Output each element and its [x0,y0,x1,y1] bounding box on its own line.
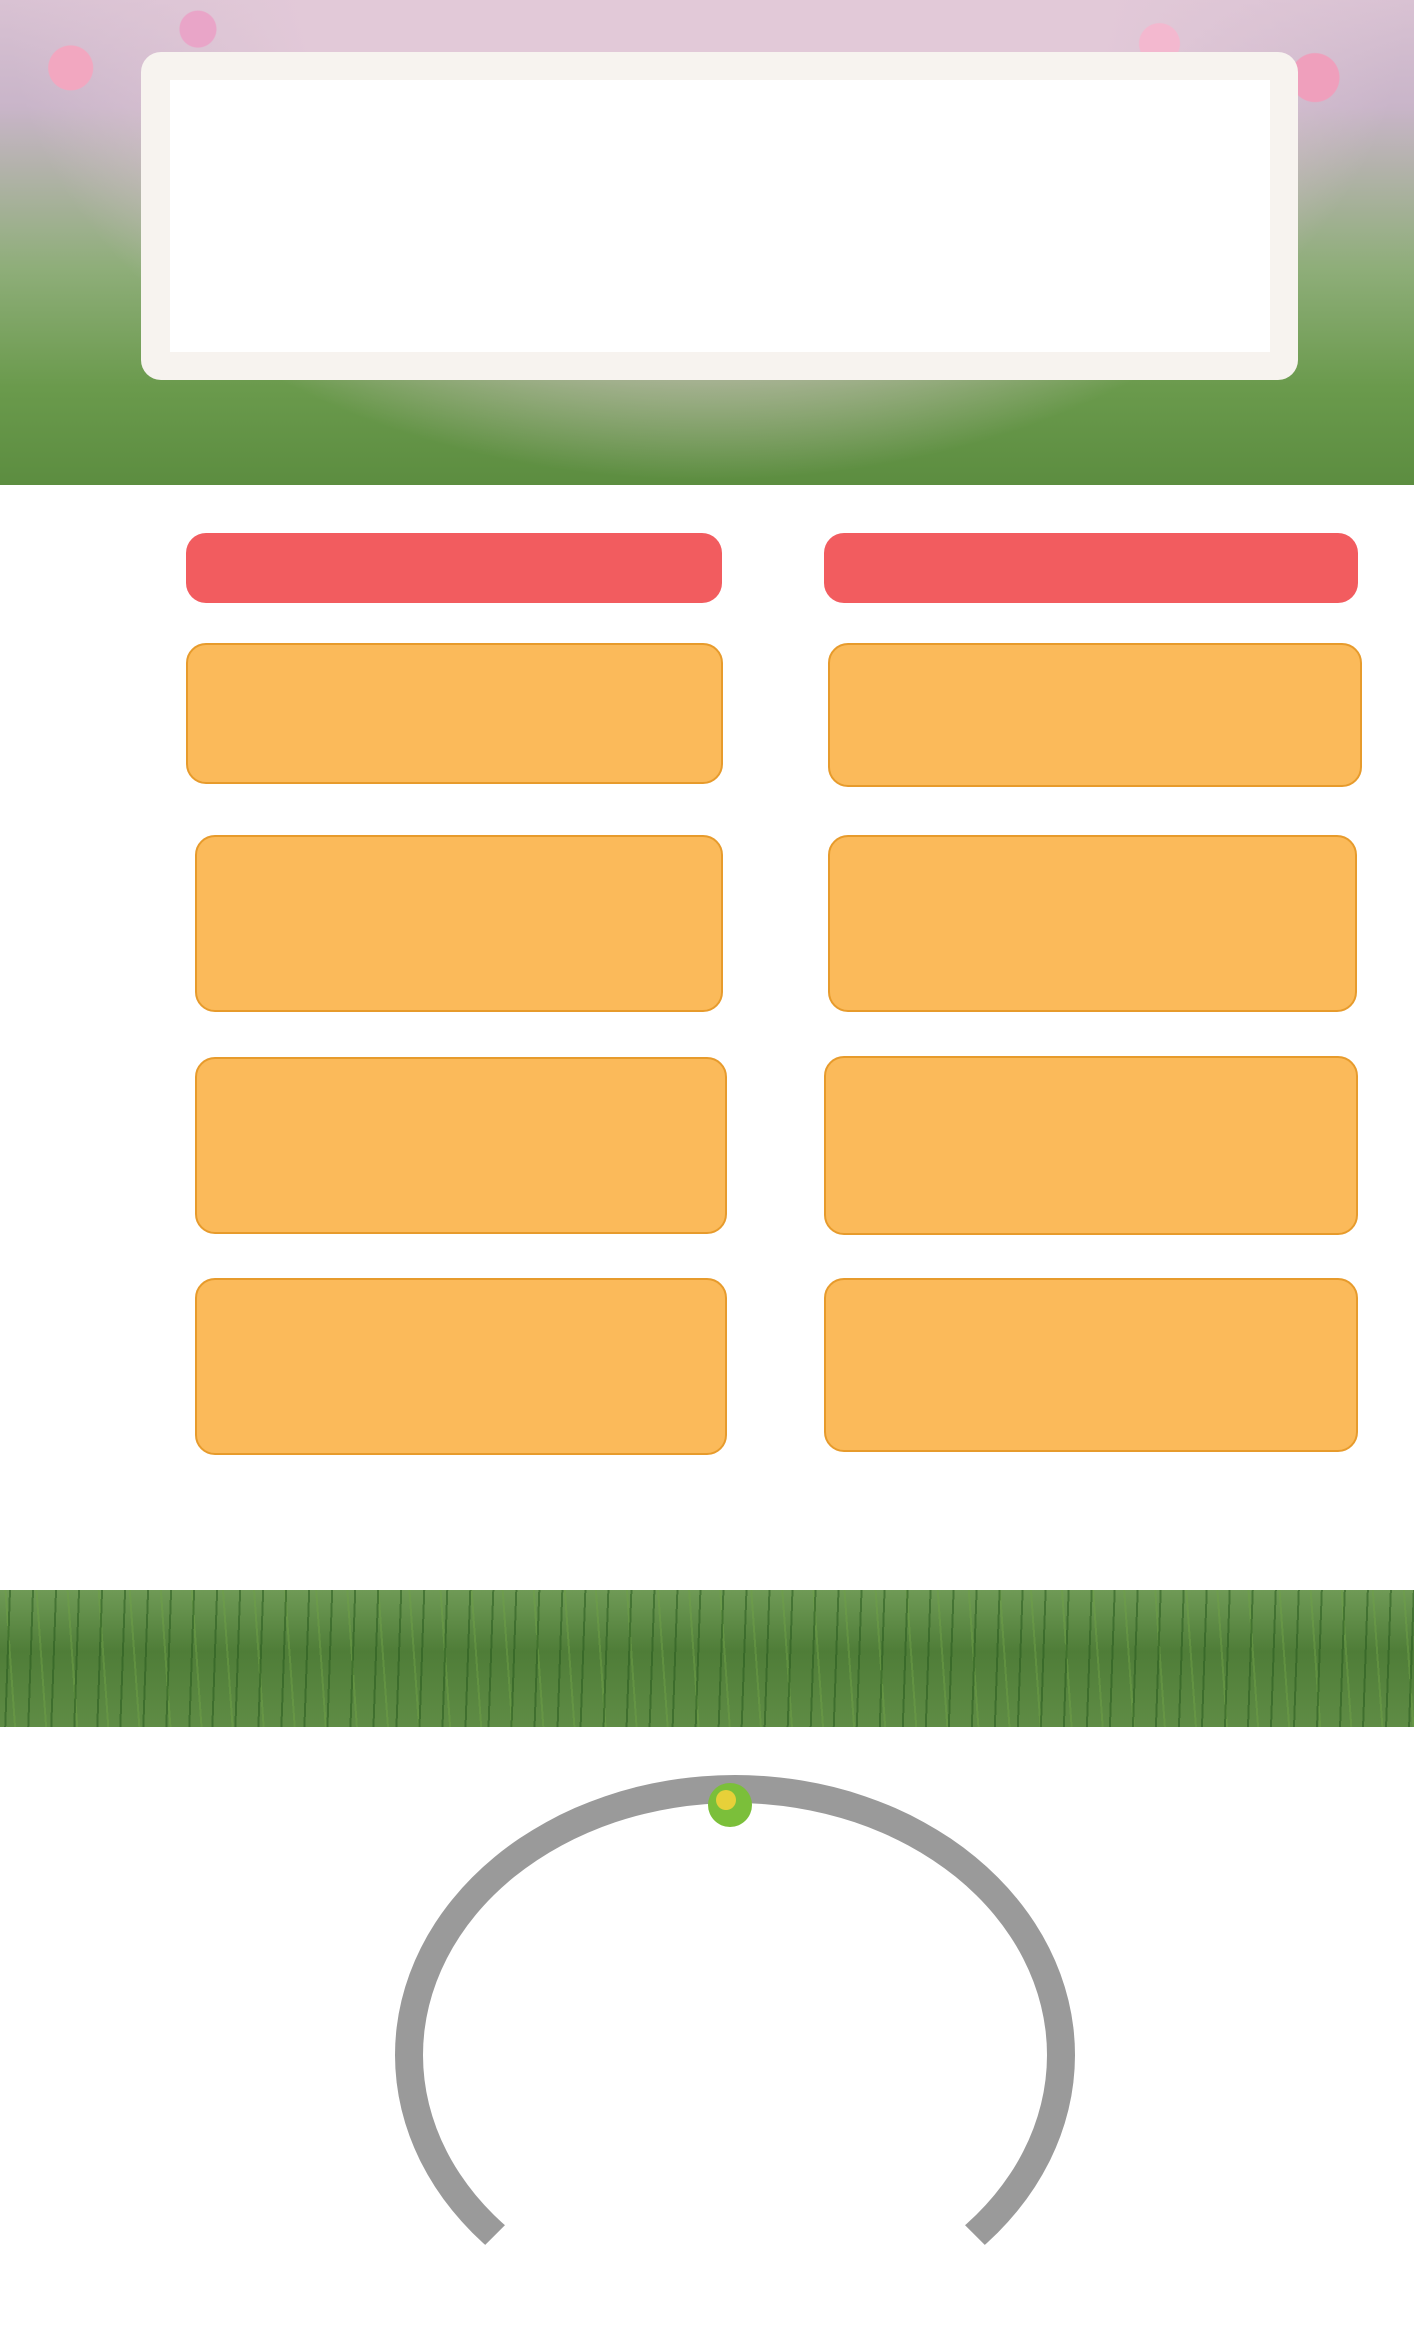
schedule-card-cabinet-1-16h [824,1056,1358,1235]
schedule-card-grande-salle-17h [195,1278,727,1455]
column-header-cabinet-1 [824,533,1358,603]
schedule-card-grande-salle-14h [186,643,723,784]
logo-swirl-icon [610,1680,850,1930]
column-header-grande-salle [186,533,722,603]
schedule-card-grande-salle-16h [195,1057,727,1234]
schedule-card-cabinet-1-14h [828,643,1362,787]
title-card [170,80,1270,352]
schedule-card-grande-salle-15h [195,835,723,1012]
schedule-card-cabinet-1-15h [828,835,1357,1012]
schedule-card-cabinet-1-17h [824,1278,1358,1452]
